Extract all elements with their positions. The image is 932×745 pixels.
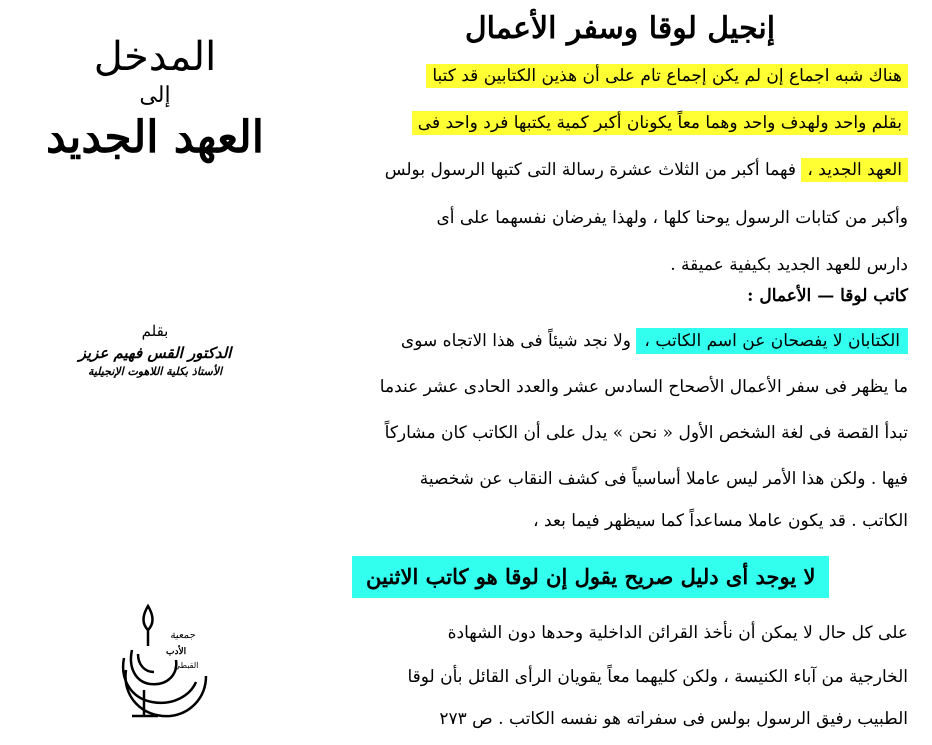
para1-line4: وأكبر من كتابات الرسول يوحنا كلها ، ولهذا يفرضان نفسهما على أى xyxy=(436,208,908,228)
para3-line3 xyxy=(439,708,908,730)
para1-line3 xyxy=(385,159,908,181)
para1-line3-rest: فهما أكبر من الثلاث عشرة رسالة التى كتبها الرسول بولس xyxy=(384,160,796,180)
para1-line5: دارس للعهد الجديد بكيفية عميقة . xyxy=(670,255,908,275)
para2-line5: الكاتب . قد يكون عاملا مساعداً كما سيظهر فيما بعد ، xyxy=(533,511,908,531)
para2-line3: تبدأ القصة فى لغة الشخص الأول « نحن » يدل على أن الكاتب كان مشاركاً xyxy=(384,423,908,443)
highlight-yellow: هناك شبه اجماع إن لم يكن إجماع تام على أن هذين الكتابين قد كتبا xyxy=(426,64,908,88)
book-title-line2: إلى xyxy=(139,83,171,108)
para2-line1 xyxy=(401,330,908,352)
by-label: بقلم xyxy=(141,322,169,340)
para2-line4: فيها . ولكن هذا الأمر ليس عاملا أساسياً فى كشف النقاب عن شخصية xyxy=(419,469,908,489)
section-subheading: كاتب لوقا — الأعمال : xyxy=(747,286,908,306)
para1-line1 xyxy=(426,65,908,87)
svg-text:القبطي: القبطي xyxy=(174,661,199,670)
para2-line2: ما يظهر فى سفر الأعمال الأصحاح السادس عشر والعدد الحادى عشر عندما xyxy=(379,377,908,397)
highlight-yellow: العهد الجديد ، xyxy=(801,158,908,182)
para1-line2 xyxy=(412,112,908,134)
book-title xyxy=(30,32,280,166)
page-heading: إنجيل لوقا وسفر الأعمال xyxy=(464,11,776,46)
author-byline xyxy=(40,320,270,380)
highlight-yellow: بقلم واحد ولهدف واحد وهما معاً يكونان أكبر كمية يكتبها فرد واحد فى xyxy=(412,111,908,135)
book-title-line3: العهد الجديد xyxy=(45,112,265,163)
book-title-line1: المدخل xyxy=(93,34,217,80)
para2-line1-rest: ولا نجد شيئاً فى هذا الاتجاه سوى xyxy=(400,331,632,351)
publisher-logo-icon xyxy=(118,598,216,720)
svg-text:الأدب: الأدب xyxy=(166,647,187,657)
highlighted-section-title: لا يوجد أى دليل صريح يقول إن لوقا هو كاتب الاثنين xyxy=(352,556,829,598)
para3-line1: على كل حال لا يمكن أن نأخذ القرائن الداخلية وحدها دون الشهادة xyxy=(447,623,908,643)
author-position: الأستاذ بكلية اللاهوت الإنجيلية xyxy=(87,365,223,378)
page-reference: ص ٢٧٣ xyxy=(439,709,493,729)
author-name: الدكتور القس فهيم عزيز xyxy=(78,344,232,362)
para3-line2: الخارجية من آباء الكنيسة ، ولكن كليهما معاً يقويان الرأى القائل بأن لوقا xyxy=(407,667,908,687)
highlight-cyan: الكتابان لا يفصحان عن اسم الكاتب ، xyxy=(636,328,908,354)
para3-line3-text: الطبيب رفيق الرسول بولس فى سفراته هو نفسه الكاتب . xyxy=(498,709,908,729)
svg-text:جمعية: جمعية xyxy=(170,630,196,641)
